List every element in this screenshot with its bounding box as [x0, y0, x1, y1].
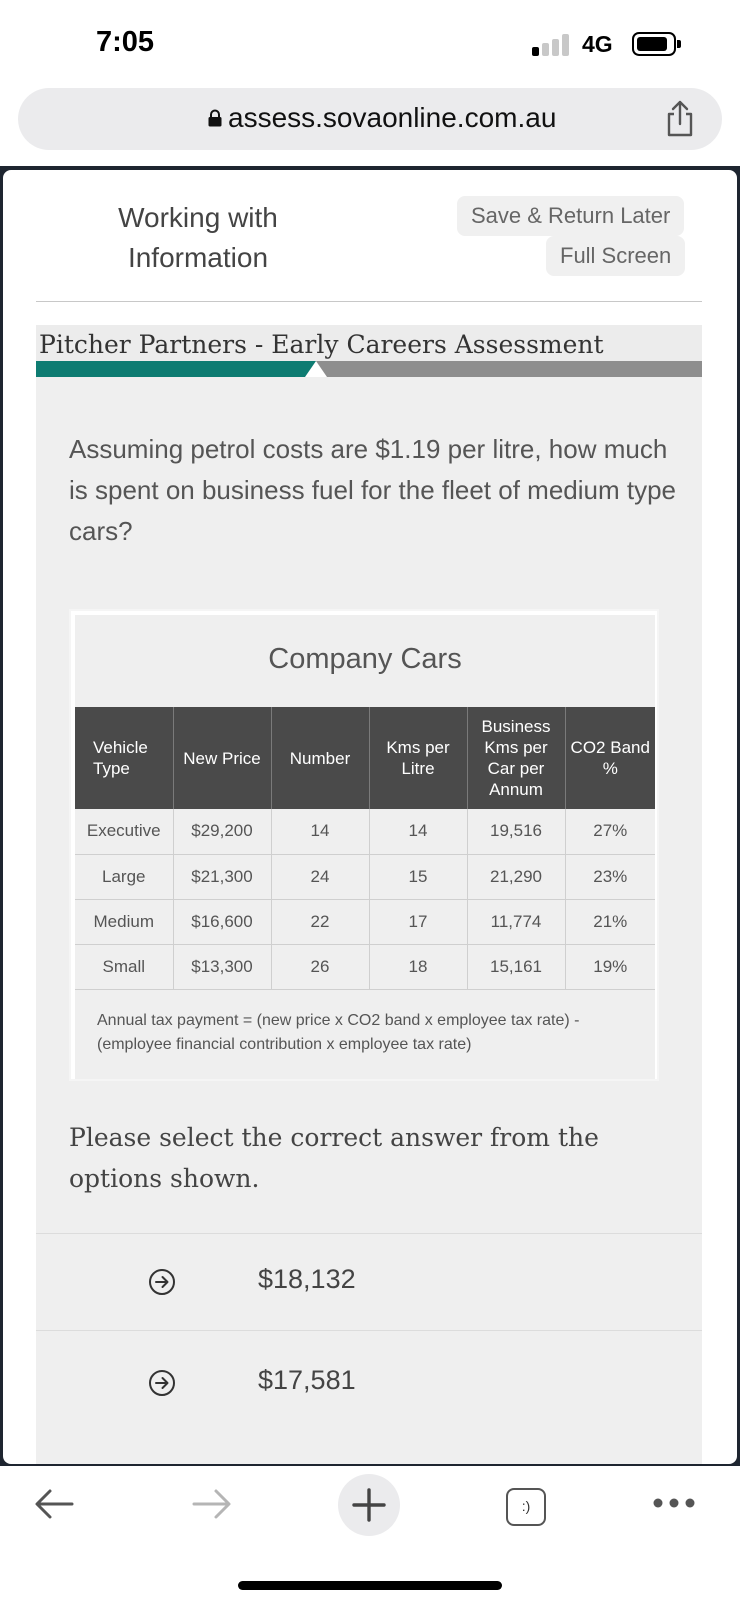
- cell-business-kms: 11,774: [467, 899, 565, 944]
- header-business-kms: Business Kms per Car per Annum: [467, 707, 565, 809]
- cell-number: 22: [271, 899, 369, 944]
- instruction-text: Please select the correct answer from the options shown.: [69, 1123, 599, 1193]
- cell-kms-per-litre: 17: [369, 899, 467, 944]
- assessment-title: Pitcher Partners - Early Careers Assessment: [36, 325, 702, 365]
- status-bar: [0, 0, 740, 88]
- arrow-circle-icon: [148, 1369, 176, 1397]
- question-text: Assuming petrol costs are $1.19 per litre, how much is spent on business fuel for the fleet of medium type cars?: [69, 434, 677, 546]
- company-cars-figure: [69, 609, 659, 1081]
- lock-icon: [208, 109, 222, 127]
- cell-kms-per-litre: 14: [369, 809, 467, 854]
- table-title: Company Cars: [268, 643, 462, 675]
- cell-co2-band: 21%: [565, 899, 655, 944]
- header-kms-per-litre: Kms per Litre: [369, 707, 467, 809]
- cell-number: 14: [271, 809, 369, 854]
- cell-number: 26: [271, 944, 369, 989]
- forward-arrow-icon[interactable]: [190, 1486, 234, 1522]
- cell-co2-band: 23%: [565, 854, 655, 899]
- new-tab-button[interactable]: [338, 1474, 400, 1536]
- cell-co2-band: 27%: [565, 809, 655, 854]
- share-icon[interactable]: [664, 100, 696, 138]
- answer-option[interactable]: [36, 1331, 702, 1427]
- network-type: 4G: [582, 31, 613, 57]
- cell-new-price: $29,200: [173, 809, 271, 854]
- signal-icon: [532, 34, 572, 56]
- browser-toolbar: [0, 1466, 740, 1600]
- table-row: [75, 899, 655, 944]
- table-row: [75, 809, 655, 854]
- cell-business-kms: 15,161: [467, 944, 565, 989]
- address-bar[interactable]: [18, 88, 722, 150]
- cell-vehicle-type: Large: [75, 854, 173, 899]
- cell-new-price: $16,600: [173, 899, 271, 944]
- header-number: Number: [271, 707, 369, 809]
- tabs-button[interactable]: :): [506, 1488, 546, 1526]
- arrow-circle-icon: [148, 1268, 176, 1296]
- progress-marker: [305, 361, 327, 377]
- header-vehicle-type: Vehicle Type: [75, 707, 173, 809]
- cell-vehicle-type: Medium: [75, 899, 173, 944]
- option-value: $18,132: [258, 1264, 356, 1294]
- cell-new-price: $21,300: [173, 854, 271, 899]
- table-row: [75, 854, 655, 899]
- answer-option[interactable]: [36, 1234, 702, 1330]
- url-text: assess.sovaonline.com.au: [228, 102, 557, 133]
- table-row: [75, 944, 655, 989]
- header-co2-band: CO2 Band %: [565, 707, 655, 809]
- cell-business-kms: 19,516: [467, 809, 565, 854]
- save-return-later-button[interactable]: Save & Return Later: [457, 196, 684, 236]
- cell-kms-per-litre: 15: [369, 854, 467, 899]
- web-page: [3, 170, 737, 1464]
- option-value: $17,581: [258, 1365, 356, 1395]
- cell-vehicle-type: Small: [75, 944, 173, 989]
- more-dots-icon[interactable]: [652, 1496, 696, 1510]
- cell-kms-per-litre: 18: [369, 944, 467, 989]
- progress-bar: [36, 361, 702, 377]
- section-title: Working with Information: [118, 202, 278, 273]
- cell-new-price: $13,300: [173, 944, 271, 989]
- tax-formula-note: Annual tax payment = (new price x CO2 band x employee tax rate) - (employee financial contribution x employee tax rate): [97, 1012, 580, 1053]
- cell-number: 24: [271, 854, 369, 899]
- company-cars-table: [75, 707, 655, 990]
- cell-vehicle-type: Executive: [75, 809, 173, 854]
- divider: [36, 301, 702, 302]
- question-panel: [36, 377, 702, 1464]
- progress-fill: [36, 361, 316, 377]
- table-header-row: [75, 707, 655, 809]
- cell-co2-band: 19%: [565, 944, 655, 989]
- home-indicator: [238, 1581, 502, 1590]
- battery-icon: [632, 32, 676, 56]
- status-time: 7:05: [96, 26, 155, 58]
- full-screen-button[interactable]: Full Screen: [546, 236, 685, 276]
- plus-icon: [338, 1474, 400, 1536]
- back-arrow-icon[interactable]: [32, 1486, 76, 1522]
- cell-business-kms: 21,290: [467, 854, 565, 899]
- header-new-price: New Price: [173, 707, 271, 809]
